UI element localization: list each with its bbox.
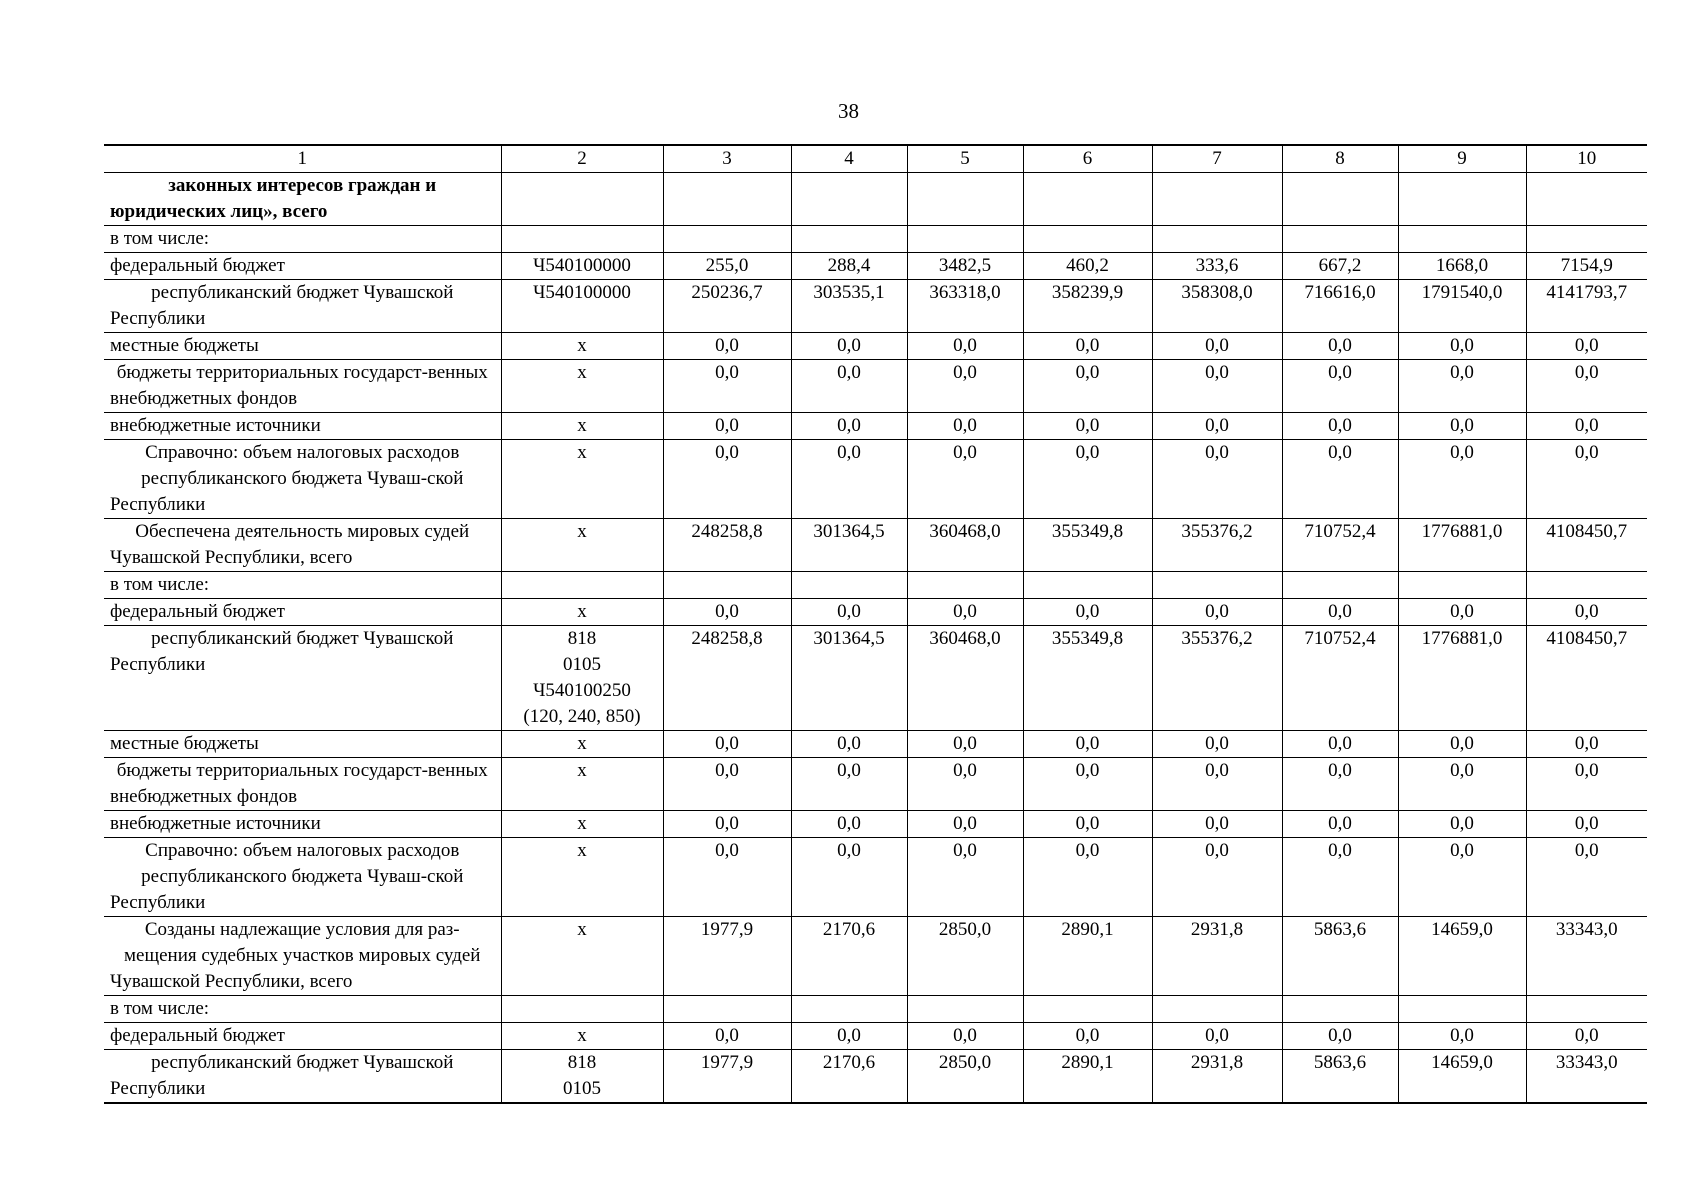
row-label: федеральный бюджет [104,599,501,626]
value-cell: 0,0 [1023,758,1152,811]
value-cell: 0,0 [1152,758,1282,811]
header-cell-col-2: 2 [501,145,663,173]
value-cell: 0,0 [1398,1023,1526,1050]
value-cell [1282,572,1398,599]
row-label: Обеспечена деятельность мировых судей Чувашской Республики, всего [104,519,501,572]
budget-code-cell [501,173,663,226]
value-cell: 0,0 [791,811,907,838]
value-cell [1152,572,1282,599]
budget-code-cell [501,572,663,599]
value-cell: 0,0 [663,731,791,758]
value-cell: 460,2 [1023,253,1152,280]
value-cell [1023,226,1152,253]
value-cell: 1668,0 [1398,253,1526,280]
value-cell: 4141793,7 [1526,280,1647,333]
value-cell: 358239,9 [1023,280,1152,333]
table-row [104,811,1647,838]
value-cell: 303535,1 [791,280,907,333]
table-row [104,333,1647,360]
value-cell [1023,572,1152,599]
value-cell: 0,0 [791,413,907,440]
value-cell: 0,0 [907,440,1023,519]
value-cell [791,572,907,599]
value-cell [791,226,907,253]
value-cell: 0,0 [1023,440,1152,519]
value-cell: 5863,6 [1282,917,1398,996]
value-cell: 360468,0 [907,626,1023,731]
value-cell: 0,0 [663,599,791,626]
value-cell [663,173,791,226]
table-row [104,519,1647,572]
value-cell: 0,0 [1398,758,1526,811]
value-cell: 33343,0 [1526,1050,1647,1104]
budget-code-cell: x [501,519,663,572]
table-row [104,572,1647,599]
row-label: бюджеты территориальных государст-венных внебюджетных фондов [104,360,501,413]
budget-code-cell [501,996,663,1023]
value-cell: 0,0 [1282,360,1398,413]
value-cell: 0,0 [791,838,907,917]
value-cell: 0,0 [1023,599,1152,626]
row-label: законных интересов граждан и юридических лиц», всего [104,173,501,226]
value-cell: 14659,0 [1398,1050,1526,1104]
value-cell: 248258,8 [663,626,791,731]
value-cell: 0,0 [907,333,1023,360]
value-cell [1398,572,1526,599]
value-cell: 716616,0 [1282,280,1398,333]
header-cell-col-4: 4 [791,145,907,173]
value-cell [1398,226,1526,253]
value-cell [1398,996,1526,1023]
table-row [104,731,1647,758]
header-cell-col-7: 7 [1152,145,1282,173]
value-cell [1023,996,1152,1023]
value-cell: 0,0 [1282,333,1398,360]
budget-code-cell: x [501,731,663,758]
row-label: Справочно: объем налоговых расходов республиканского бюджета Чуваш-ской Республики [104,440,501,519]
budget-code-cell: Ч540100000 [501,253,663,280]
value-cell: 355376,2 [1152,519,1282,572]
value-cell: 0,0 [1282,758,1398,811]
value-cell: 0,0 [907,413,1023,440]
value-cell: 0,0 [1152,599,1282,626]
budget-code-cell: x [501,440,663,519]
value-cell: 0,0 [907,731,1023,758]
value-cell: 0,0 [791,599,907,626]
value-cell: 14659,0 [1398,917,1526,996]
value-cell: 0,0 [907,838,1023,917]
value-cell: 0,0 [1526,440,1647,519]
value-cell: 0,0 [1152,413,1282,440]
value-cell: 355349,8 [1023,519,1152,572]
value-cell: 0,0 [1398,838,1526,917]
row-label: в том числе: [104,572,501,599]
value-cell: 0,0 [791,440,907,519]
table-row [104,626,1647,731]
value-cell: 360468,0 [907,519,1023,572]
value-cell: 0,0 [1023,413,1152,440]
header-cell-col-3: 3 [663,145,791,173]
value-cell: 4108450,7 [1526,626,1647,731]
value-cell: 2931,8 [1152,917,1282,996]
value-cell: 301364,5 [791,626,907,731]
value-cell: 0,0 [663,440,791,519]
value-cell: 358308,0 [1152,280,1282,333]
value-cell: 0,0 [1398,440,1526,519]
value-cell: 0,0 [663,811,791,838]
value-cell: 0,0 [663,333,791,360]
value-cell [791,173,907,226]
value-cell: 0,0 [907,1023,1023,1050]
value-cell [1526,572,1647,599]
value-cell: 0,0 [1152,811,1282,838]
row-label: федеральный бюджет [104,1023,501,1050]
value-cell: 0,0 [1282,811,1398,838]
value-cell: 363318,0 [907,280,1023,333]
table-row [104,599,1647,626]
value-cell: 0,0 [791,758,907,811]
value-cell: 0,0 [1398,811,1526,838]
value-cell: 0,0 [1023,838,1152,917]
table-row [104,226,1647,253]
value-cell [907,226,1023,253]
budget-code-cell: 818 0105 [501,1050,663,1104]
header-row [104,145,1647,173]
value-cell [1152,173,1282,226]
value-cell: 0,0 [1398,333,1526,360]
value-cell: 2890,1 [1023,917,1152,996]
value-cell [791,996,907,1023]
value-cell [1282,996,1398,1023]
value-cell [1152,996,1282,1023]
value-cell: 667,2 [1282,253,1398,280]
value-cell: 1776881,0 [1398,626,1526,731]
table-row [104,173,1647,226]
value-cell [1023,173,1152,226]
value-cell: 7154,9 [1526,253,1647,280]
value-cell: 0,0 [1152,1023,1282,1050]
value-cell: 2170,6 [791,917,907,996]
value-cell: 1776881,0 [1398,519,1526,572]
row-label: внебюджетные источники [104,413,501,440]
row-label: местные бюджеты [104,333,501,360]
value-cell: 0,0 [1398,360,1526,413]
value-cell: 0,0 [663,1023,791,1050]
value-cell [1282,226,1398,253]
value-cell: 0,0 [1526,599,1647,626]
value-cell [1398,173,1526,226]
value-cell: 0,0 [791,731,907,758]
budget-code-cell: x [501,599,663,626]
value-cell: 0,0 [1526,413,1647,440]
table-row [104,280,1647,333]
value-cell [907,173,1023,226]
value-cell: 0,0 [1526,811,1647,838]
budget-code-cell: x [501,811,663,838]
row-label: бюджеты территориальных государст-венных внебюджетных фондов [104,758,501,811]
value-cell: 0,0 [1526,758,1647,811]
value-cell: 2850,0 [907,1050,1023,1104]
value-cell [1282,173,1398,226]
table-row [104,1050,1647,1104]
value-cell: 0,0 [1398,599,1526,626]
budget-code-cell: x [501,758,663,811]
budget-code-cell: x [501,333,663,360]
value-cell [663,226,791,253]
budget-table [104,144,1647,1104]
value-cell [663,996,791,1023]
value-cell: 1977,9 [663,1050,791,1104]
value-cell: 0,0 [1152,731,1282,758]
value-cell: 248258,8 [663,519,791,572]
value-cell: 0,0 [1282,413,1398,440]
value-cell: 710752,4 [1282,626,1398,731]
value-cell: 0,0 [663,360,791,413]
table-row [104,917,1647,996]
value-cell: 0,0 [1526,333,1647,360]
table-row [104,758,1647,811]
budget-code-cell: x [501,917,663,996]
value-cell: 0,0 [1282,731,1398,758]
value-cell: 2890,1 [1023,1050,1152,1104]
budget-table-body [104,145,1647,1103]
value-cell: 0,0 [1152,838,1282,917]
value-cell: 301364,5 [791,519,907,572]
header-cell-col-1: 1 [104,145,501,173]
value-cell: 0,0 [907,599,1023,626]
table-row [104,413,1647,440]
row-label: республиканский бюджет Чувашской Республики [104,1050,501,1104]
value-cell: 0,0 [1282,440,1398,519]
value-cell: 1791540,0 [1398,280,1526,333]
value-cell: 0,0 [1023,731,1152,758]
value-cell: 0,0 [907,360,1023,413]
value-cell: 0,0 [1023,1023,1152,1050]
value-cell: 0,0 [1526,360,1647,413]
value-cell: 2170,6 [791,1050,907,1104]
header-cell-col-6: 6 [1023,145,1152,173]
value-cell [1526,996,1647,1023]
value-cell: 0,0 [1526,1023,1647,1050]
row-label: федеральный бюджет [104,253,501,280]
row-label: республиканский бюджет Чувашской Республики [104,626,501,731]
value-cell: 4108450,7 [1526,519,1647,572]
budget-code-cell: Ч540100000 [501,280,663,333]
value-cell: 3482,5 [907,253,1023,280]
table-row [104,1023,1647,1050]
value-cell: 0,0 [1282,599,1398,626]
budget-code-cell: x [501,413,663,440]
budget-code-cell: x [501,838,663,917]
value-cell: 333,6 [1152,253,1282,280]
value-cell [1152,226,1282,253]
value-cell [907,572,1023,599]
table-row [104,360,1647,413]
table-row [104,253,1647,280]
value-cell [1526,226,1647,253]
header-cell-col-10: 10 [1526,145,1647,173]
value-cell: 355376,2 [1152,626,1282,731]
page-number: 38 [838,99,859,123]
row-label: Справочно: объем налоговых расходов республиканского бюджета Чуваш-ской Республики [104,838,501,917]
header-cell-col-8: 8 [1282,145,1398,173]
row-label: республиканский бюджет Чувашской Республики [104,280,501,333]
value-cell: 255,0 [663,253,791,280]
value-cell: 250236,7 [663,280,791,333]
row-label: Созданы надлежащие условия для раз-мещения судебных участков мировых судей Чувашской Республики, всего [104,917,501,996]
value-cell: 0,0 [1526,838,1647,917]
value-cell: 0,0 [791,1023,907,1050]
value-cell: 0,0 [1152,360,1282,413]
header-cell-col-5: 5 [907,145,1023,173]
budget-code-cell [501,226,663,253]
value-cell: 2850,0 [907,917,1023,996]
value-cell: 0,0 [791,360,907,413]
value-cell [1526,173,1647,226]
header-cell-col-9: 9 [1398,145,1526,173]
value-cell: 0,0 [663,413,791,440]
value-cell: 0,0 [1023,333,1152,360]
value-cell: 0,0 [663,758,791,811]
value-cell: 0,0 [663,838,791,917]
row-label: местные бюджеты [104,731,501,758]
value-cell: 0,0 [1398,413,1526,440]
value-cell: 355349,8 [1023,626,1152,731]
value-cell: 0,0 [1152,333,1282,360]
value-cell: 0,0 [907,758,1023,811]
value-cell: 1977,9 [663,917,791,996]
value-cell: 0,0 [907,811,1023,838]
value-cell: 33343,0 [1526,917,1647,996]
value-cell: 2931,8 [1152,1050,1282,1104]
budget-code-cell: x [501,360,663,413]
value-cell: 288,4 [791,253,907,280]
value-cell [907,996,1023,1023]
value-cell [663,572,791,599]
value-cell: 0,0 [1282,838,1398,917]
table-row [104,996,1647,1023]
row-label: в том числе: [104,226,501,253]
table-row [104,838,1647,917]
value-cell: 5863,6 [1282,1050,1398,1104]
value-cell: 0,0 [1282,1023,1398,1050]
value-cell: 0,0 [1152,440,1282,519]
value-cell: 710752,4 [1282,519,1398,572]
value-cell: 0,0 [1023,360,1152,413]
value-cell: 0,0 [791,333,907,360]
budget-code-cell: 818 0105 Ч540100250 (120, 240, 850) [501,626,663,731]
table-row [104,440,1647,519]
budget-code-cell: x [501,1023,663,1050]
value-cell: 0,0 [1526,731,1647,758]
value-cell: 0,0 [1398,731,1526,758]
row-label: внебюджетные источники [104,811,501,838]
row-label: в том числе: [104,996,501,1023]
value-cell: 0,0 [1023,811,1152,838]
